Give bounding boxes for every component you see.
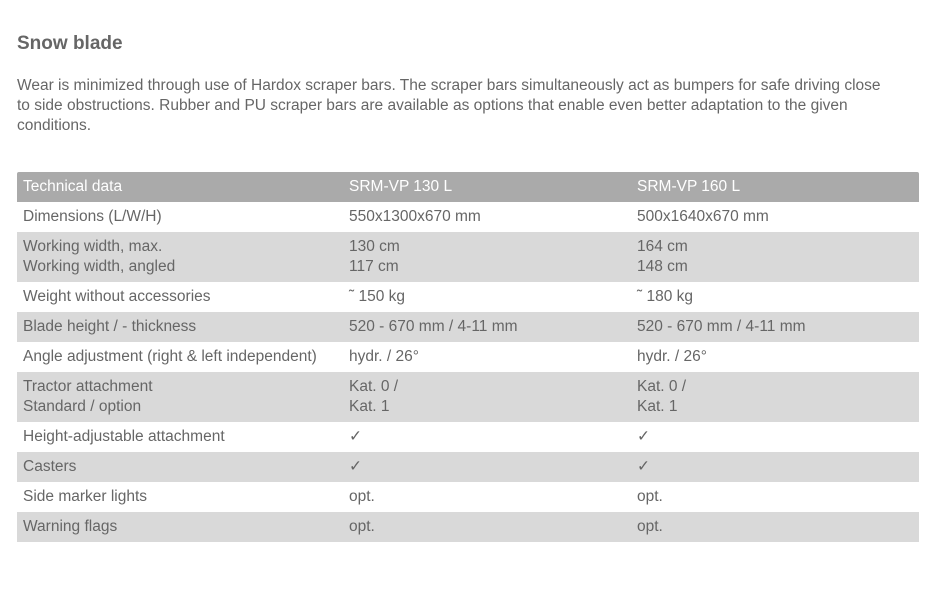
- model-160-value-cell: [631, 202, 919, 232]
- cell-text: Weight without accessories: [23, 288, 211, 305]
- table-row-blade-height: [17, 312, 919, 342]
- cell-text: Casters: [23, 458, 77, 475]
- section-title: Snow blade: [17, 33, 123, 54]
- model-130-value-cell: [343, 312, 631, 342]
- cell-text: opt.: [349, 518, 375, 535]
- header-technical-data: Technical data: [17, 172, 343, 202]
- table-header-row: [17, 172, 919, 202]
- technical-data-table: [17, 172, 919, 542]
- model-160-value-cell: [631, 512, 919, 542]
- model-130-value-cell: [343, 232, 631, 282]
- model-160-value-cell: [631, 232, 919, 282]
- spec-label-cell: [17, 282, 343, 312]
- cell-text: Tractor attachment: [23, 378, 153, 395]
- header-model-160: SRM-VP 160 L: [631, 172, 919, 202]
- model-160-value-cell: [631, 312, 919, 342]
- model-130-value-cell: [343, 422, 631, 452]
- spec-label-cell: [17, 512, 343, 542]
- cell-text: Kat. 1: [349, 398, 390, 415]
- spec-label-cell: [17, 452, 343, 482]
- cell-text: hydr. / 26°: [349, 348, 419, 365]
- cell-text: Working width, max.: [23, 238, 163, 255]
- model-130-value-cell: [343, 372, 631, 422]
- model-130-value-cell: [343, 342, 631, 372]
- cell-text: 500x1640x670 mm: [637, 208, 769, 225]
- intro-paragraph: [17, 76, 917, 136]
- spec-label-cell: [17, 342, 343, 372]
- table-row-weight: [17, 282, 919, 312]
- checkmark-icon: ✓: [349, 428, 362, 445]
- table-row-angle-adjustment: [17, 342, 919, 372]
- spec-label-cell: [17, 312, 343, 342]
- model-160-value-cell: [631, 372, 919, 422]
- model-160-value-cell: [631, 452, 919, 482]
- cell-text: 164 cm: [637, 238, 688, 255]
- table-row-warning-flags: [17, 512, 919, 542]
- cell-text: Angle adjustment (right & left independent): [23, 348, 317, 365]
- model-160-value-cell: [631, 282, 919, 312]
- header-model-130: SRM-VP 130 L: [343, 172, 631, 202]
- model-160-value-cell: [631, 342, 919, 372]
- cell-text: Warning flags: [23, 518, 118, 535]
- model-130-value-cell: [343, 282, 631, 312]
- model-130-value-cell: [343, 482, 631, 512]
- cell-text: Standard / option: [23, 398, 142, 415]
- table-row-casters: [17, 452, 919, 482]
- spec-label-cell: [17, 482, 343, 512]
- cell-text: ˜ 150 kg: [349, 288, 406, 305]
- cell-text: Kat. 0 /: [349, 378, 399, 395]
- cell-text: 520 - 670 mm / 4-11 mm: [637, 318, 806, 335]
- spec-label-cell: [17, 232, 343, 282]
- spec-label-cell: [17, 422, 343, 452]
- spec-label-cell: [17, 372, 343, 422]
- cell-text: Blade height / - thickness: [23, 318, 197, 335]
- cell-text: 148 cm: [637, 258, 688, 275]
- checkmark-icon: ✓: [637, 458, 650, 475]
- model-130-value-cell: [343, 202, 631, 232]
- table-row-dimensions: [17, 202, 919, 232]
- intro-line: conditions.: [17, 117, 92, 134]
- table-row-height-adjustable: [17, 422, 919, 452]
- model-160-value-cell: [631, 482, 919, 512]
- cell-text: hydr. / 26°: [637, 348, 707, 365]
- cell-text: Side marker lights: [23, 488, 148, 505]
- cell-text: Kat. 0 /: [637, 378, 687, 395]
- table-row-tractor-attachment: [17, 372, 919, 422]
- model-160-value-cell: [631, 422, 919, 452]
- cell-text: 550x1300x670 mm: [349, 208, 481, 225]
- checkmark-icon: ✓: [349, 458, 362, 475]
- cell-text: 117 cm: [349, 258, 399, 275]
- model-130-value-cell: [343, 512, 631, 542]
- cell-text: 520 - 670 mm / 4-11 mm: [349, 318, 518, 335]
- cell-text: opt.: [637, 518, 663, 535]
- cell-text: 130 cm: [349, 238, 400, 255]
- cell-text: Kat. 1: [637, 398, 678, 415]
- cell-text: opt.: [349, 488, 375, 505]
- cell-text: Height-adjustable attachment: [23, 428, 225, 445]
- spec-label-cell: [17, 202, 343, 232]
- table-row-working-width: [17, 232, 919, 282]
- cell-text: Working width, angled: [23, 258, 176, 275]
- table-row-side-marker-lights: [17, 482, 919, 512]
- intro-line: Wear is minimized through use of Hardox scraper bars. The scraper bars simultaneously act as bumpers for safe driving close: [17, 77, 881, 94]
- cell-text: opt.: [637, 488, 663, 505]
- cell-text: Dimensions (L/W/H): [23, 208, 162, 225]
- cell-text: ˜ 180 kg: [637, 288, 694, 305]
- table-body: [17, 202, 919, 542]
- checkmark-icon: ✓: [637, 428, 650, 445]
- model-130-value-cell: [343, 452, 631, 482]
- intro-line: to side obstructions. Rubber and PU scraper bars are available as options that enable even better adaptation to the given: [17, 97, 848, 114]
